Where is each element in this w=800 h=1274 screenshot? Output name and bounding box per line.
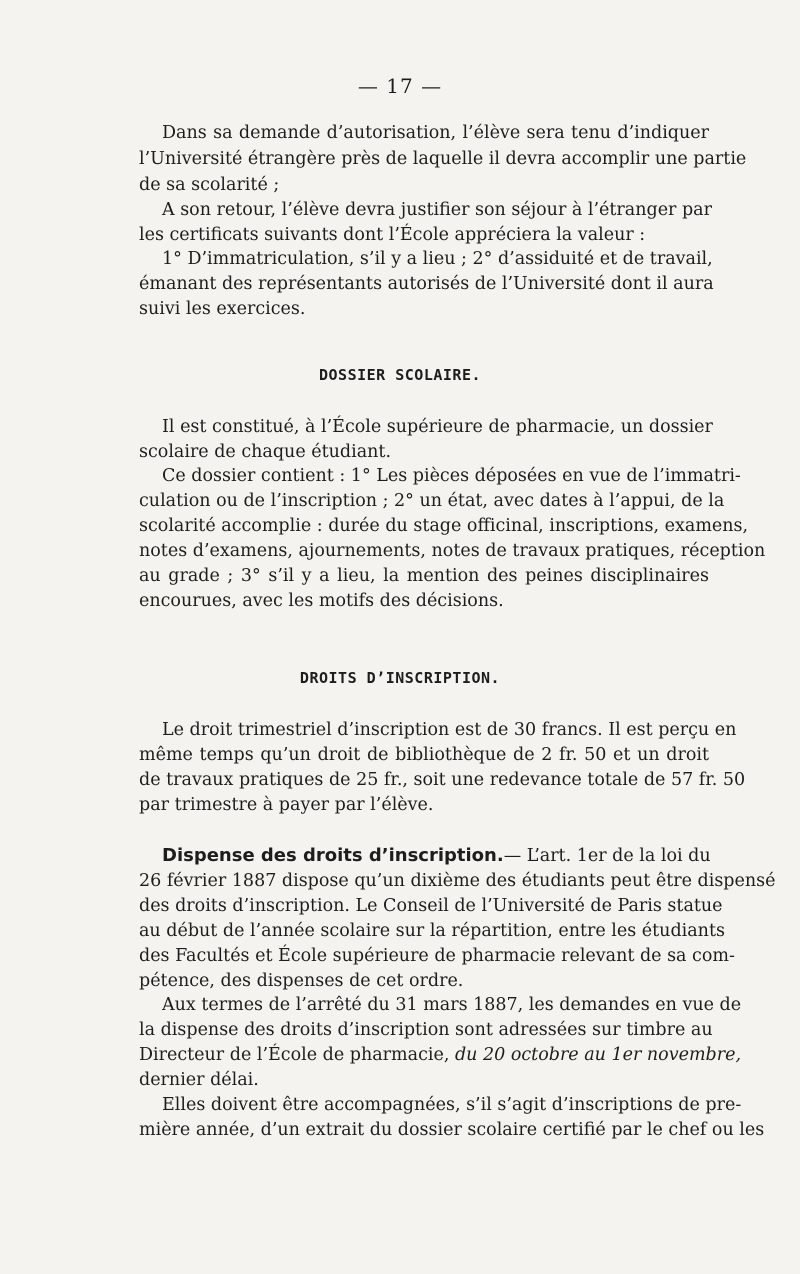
text-line (162, 843, 709, 869)
text-line: la dispense des droits d’inscription sont adressées sur timbre au (139, 1020, 713, 1040)
text-line: 26 février 1887 dispose qu’un dixième des étudiants peut être dispensé (139, 871, 776, 891)
section-heading-droits: DROITS D’INSCRIPTION. (299, 669, 501, 687)
text-line: de sa scolarité ; (139, 175, 280, 195)
text-fragment: Directeur de l’École de pharmacie, (139, 1045, 450, 1065)
text-line: au début de l’année scolaire sur la répartition, entre les étudiants (139, 921, 725, 941)
text-line: dernier délai. (139, 1070, 259, 1090)
text-line: Le droit trimestriel d’inscription est de 30 francs. Il est perçu en (162, 720, 737, 740)
text-line (139, 1042, 742, 1068)
text-line: Elles doivent être accompagnées, s’il s’agit d’inscriptions de pre- (162, 1095, 742, 1115)
text-line: scolarité accomplie : durée du stage officinal, inscriptions, examens, (139, 516, 749, 536)
text-line: Il est constitué, à l’École supérieure de pharmacie, un dossier (162, 417, 713, 437)
text-line: culation ou de l’inscription ; 2° un état, avec dates à l’appui, de la (139, 491, 725, 511)
text-line: A son retour, l’élève devra justifier son séjour à l’étranger par (162, 200, 712, 220)
text-line: des droits d’inscription. Le Conseil de l’Université de Paris statue (139, 896, 723, 916)
text-line: par trimestre à payer par l’élève. (139, 795, 434, 815)
text-line: Aux termes de l’arrêté du 31 mars 1887, les demandes en vue de (162, 995, 742, 1015)
text-line: mière année, d’un extrait du dossier scolaire certifié par le chef ou les (139, 1120, 765, 1140)
text-line: scolaire de chaque étudiant. (139, 442, 392, 462)
text-line: au grade ; 3° s’il y a lieu, la mention des peines disciplinaires (139, 566, 709, 586)
text-line: les certificats suivants dont l’École appréciera la valeur : (139, 225, 646, 245)
page-number: — 17 — (357, 74, 443, 98)
text-line: émanant des représentants autorisés de l’Université dont il aura (139, 274, 714, 294)
text-line: pétence, des dispenses de cet ordre. (139, 971, 464, 991)
text-line: de travaux pratiques de 25 fr., soit une redevance totale de 57 fr. 50 (139, 770, 746, 790)
text-line: Ce dossier contient : 1° Les pièces déposées en vue de l’immatri- (162, 466, 741, 486)
text-line: suivi les exercices. (139, 299, 306, 319)
text-line: notes d’examens, ajournements, notes de travaux pratiques, réception (139, 541, 766, 561)
text-line: encourues, avec les motifs des décisions. (139, 591, 504, 611)
runin-heading-dispense: Dispense des droits d’inscription. (162, 845, 504, 866)
section-heading-dossier: DOSSIER SCOLAIRE. (318, 366, 482, 384)
text-fragment: — L’art. 1er de la loi du (503, 846, 711, 866)
text-line: Dans sa demande d’autorisation, l’élève sera tenu d’indiquer (162, 123, 709, 143)
text-line: même temps qu’un droit de bibliothèque de 2 fr. 50 et un droit (139, 745, 709, 765)
text-line: des Facultés et École supérieure de pharmacie relevant de sa com- (139, 946, 735, 966)
text-line: 1° D’immatriculation, s’il y a lieu ; 2° d’assiduité et de travail, (162, 249, 713, 269)
text-line: l’Université étrangère près de laquelle il devra accomplir une partie (139, 149, 747, 169)
text-fragment-italic: du 20 octobre au 1er novembre, (454, 1045, 742, 1065)
